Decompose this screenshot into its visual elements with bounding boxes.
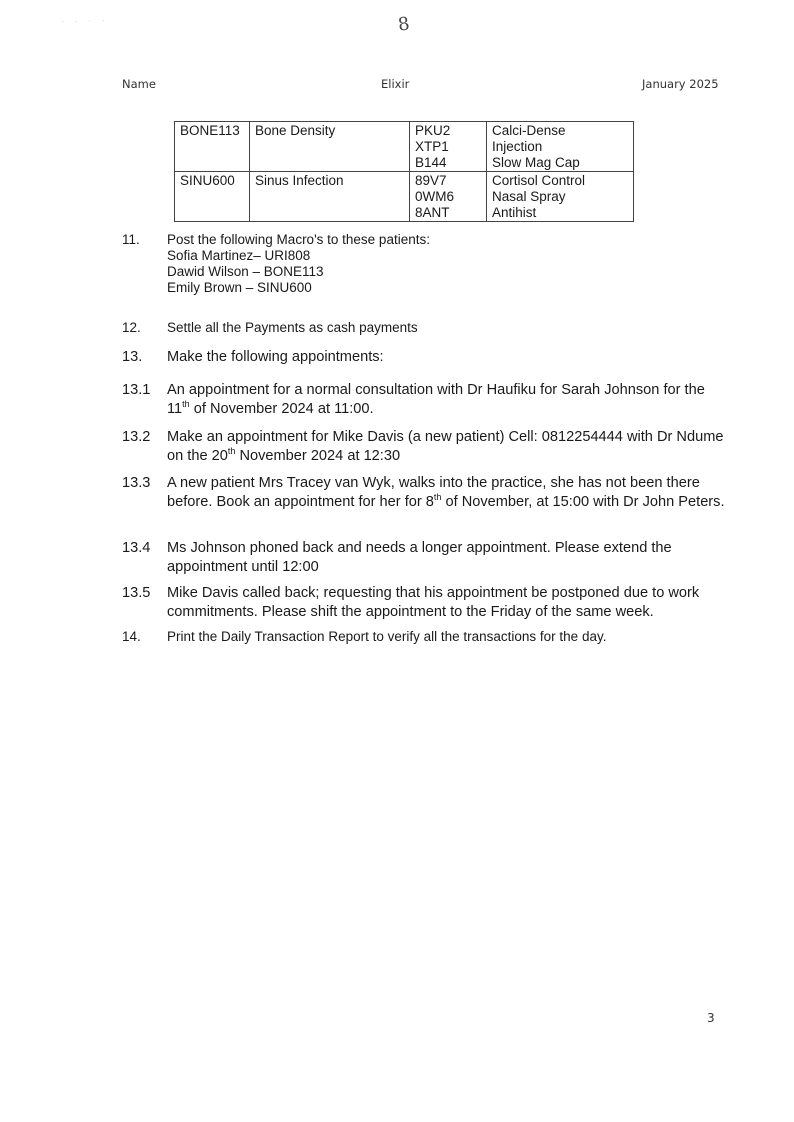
- patient-line: Emily Brown – SINU600: [167, 280, 312, 295]
- macro-item-names: Calci-Dense Injection Slow Mag Cap: [487, 122, 634, 172]
- table-row: [175, 172, 634, 222]
- page-number: 3: [707, 1011, 715, 1025]
- handwritten-mark: 8: [396, 13, 411, 36]
- header-title: Elixir: [381, 77, 410, 91]
- table-row: [175, 122, 634, 172]
- macro-description: Bone Density: [250, 122, 410, 172]
- macro-code: BONE113: [175, 122, 250, 172]
- patient-line: Dawid Wilson – BONE113: [167, 264, 324, 279]
- header-name: Name: [122, 77, 156, 91]
- patient-line: Sofia Martinez– URI808: [167, 248, 311, 263]
- header-date: January 2025: [642, 77, 719, 91]
- macro-code: SINU600: [175, 172, 250, 222]
- macro-item-names: Cortisol Control Nasal Spray Antihist: [487, 172, 634, 222]
- macro-items: PKU2 XTP1 B144: [410, 122, 487, 172]
- macro-items: 89V7 0WM6 8ANT: [410, 172, 487, 222]
- scan-specks: . . · ·: [62, 18, 110, 24]
- macro-table: [174, 121, 634, 222]
- macro-description: Sinus Infection: [250, 172, 410, 222]
